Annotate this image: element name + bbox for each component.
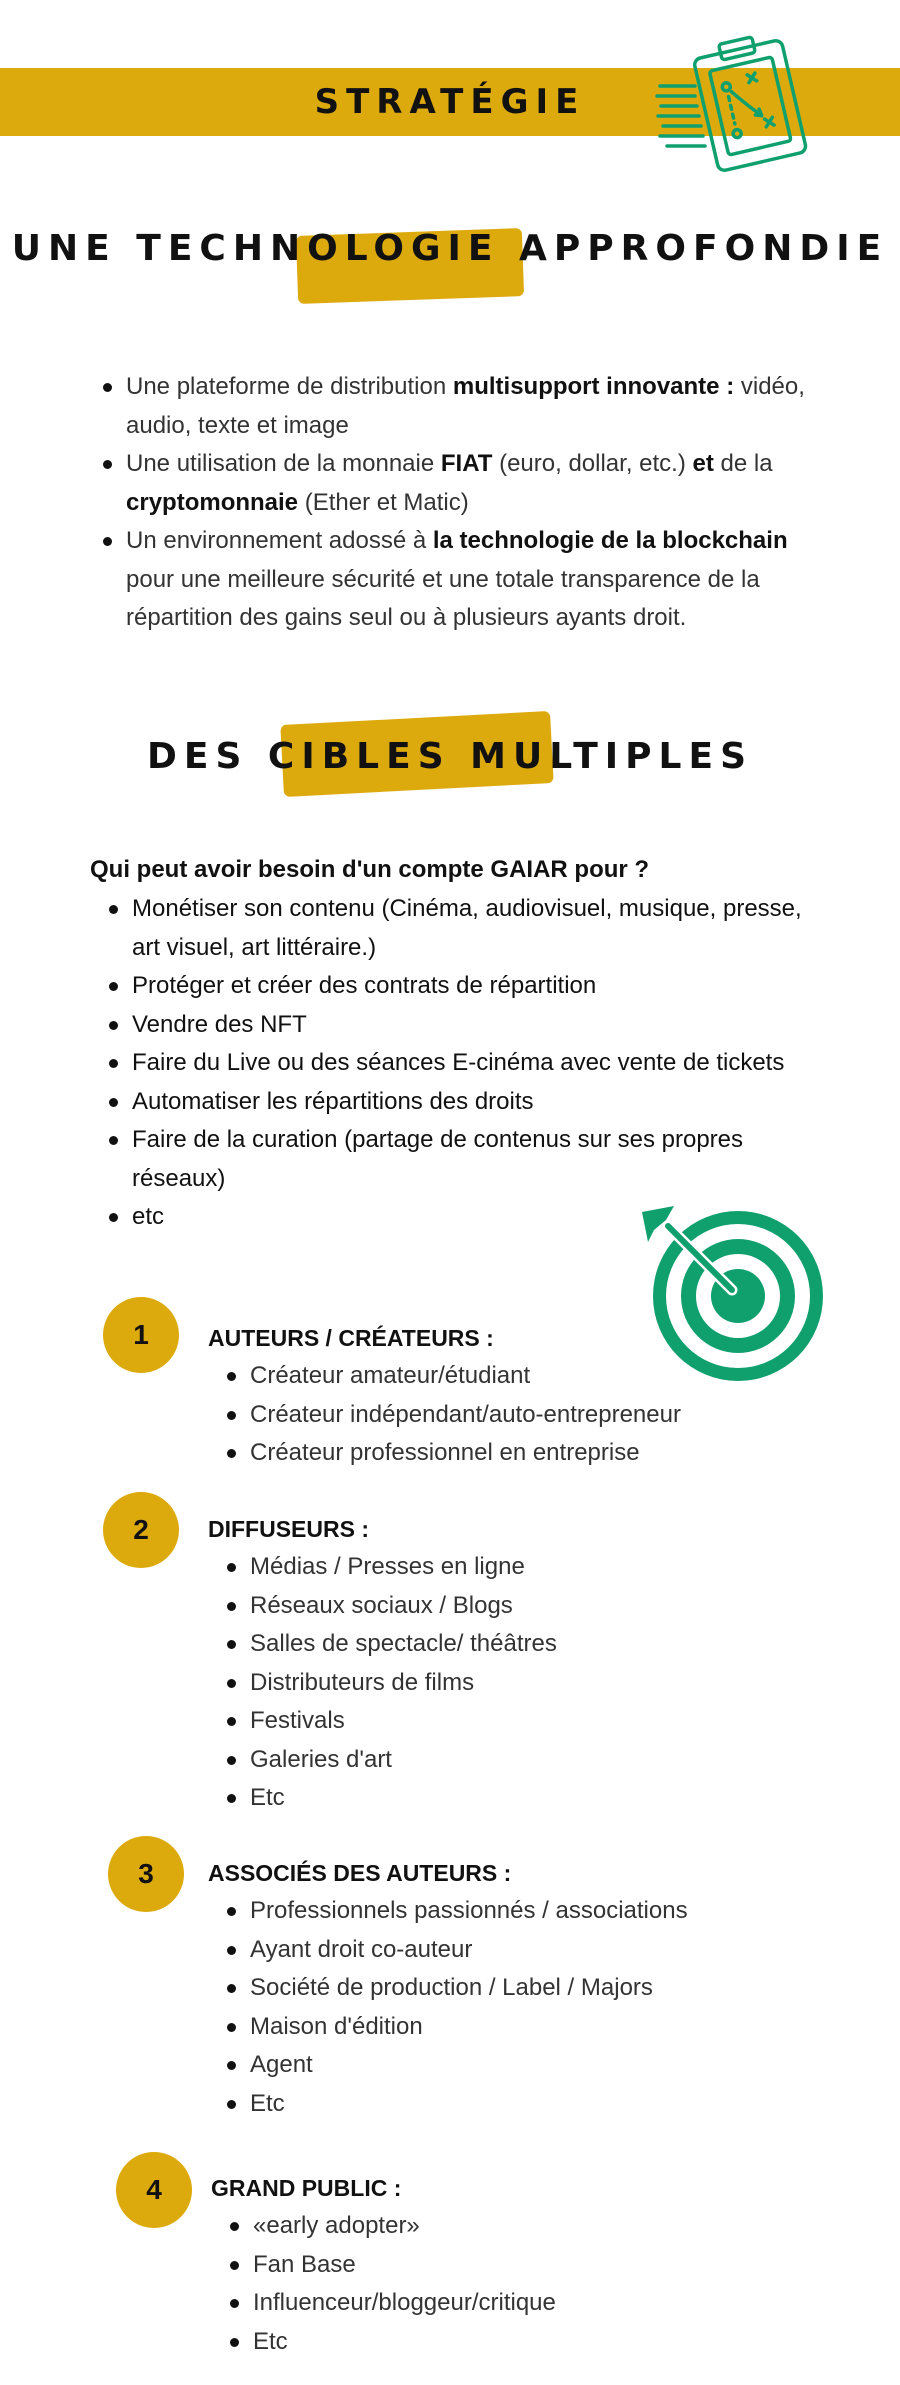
list-item: Faire du Live ou des séances E-cinéma avec vente de tickets [106, 1044, 826, 1083]
list-item: Festivals [224, 1702, 824, 1741]
list-item: Influenceur/bloggeur/critique [227, 2284, 827, 2323]
group-title: ASSOCIÉS DES AUTEURS : [208, 1860, 512, 1886]
list-item: Fan Base [227, 2246, 827, 2285]
list-item: Etc [224, 1779, 824, 1818]
group-list [227, 2207, 827, 2361]
list-item: Créateur indépendant/auto-entrepreneur [224, 1396, 824, 1435]
list-item: Galeries d'art [224, 1741, 824, 1780]
group-number-badge: 2 [103, 1492, 179, 1568]
list-item: Distributeurs de films [224, 1664, 824, 1703]
list-item: Faire de la curation (partage de contenus sur ses propres réseaux) [106, 1121, 826, 1198]
list-item: Monétiser son contenu (Cinéma, audiovisuel, musique, presse, art visuel, art littéraire.) [106, 890, 826, 967]
list-item: Protéger et créer des contrats de répartition [106, 967, 826, 1006]
list-item: Réseaux sociaux / Blogs [224, 1587, 824, 1626]
list-item: Société de production / Label / Majors [224, 1969, 824, 2008]
strategy-clipboard-icon [655, 30, 815, 180]
list-item: Automatiser les répartitions des droits [106, 1083, 826, 1122]
group-list [224, 1892, 824, 2123]
list-item: Agent [224, 2046, 824, 2085]
list-item: etc [106, 1198, 826, 1237]
group-title: AUTEURS / CRÉATEURS : [208, 1325, 494, 1351]
targets-question: Qui peut avoir besoin d'un compte GAIAR pour ? [90, 856, 650, 883]
group-title: DIFFUSEURS : [208, 1516, 369, 1542]
list-item: Créateur amateur/étudiant [224, 1357, 824, 1396]
list-item: Maison d'édition [224, 2008, 824, 2047]
list-item: Vendre des NFT [106, 1006, 826, 1045]
list-item: Etc [227, 2323, 827, 2362]
list-item: «early adopter» [227, 2207, 827, 2246]
technology-list [100, 368, 830, 638]
group-number-badge: 3 [108, 1836, 184, 1912]
list-item: Médias / Presses en ligne [224, 1548, 824, 1587]
technology-title: UNE TECHNOLOGIE APPROFONDIE [11, 228, 889, 269]
list-item: Ayant droit co-auteur [224, 1931, 824, 1970]
target-arrow-icon [640, 1198, 825, 1383]
group-number-badge: 1 [103, 1297, 179, 1373]
group-title: GRAND PUBLIC : [211, 2175, 402, 2201]
list-item: Créateur professionnel en entreprise [224, 1434, 824, 1473]
targets-list [106, 890, 826, 1237]
list-item: Professionnels passionnés / associations [224, 1892, 824, 1931]
group-list [224, 1357, 824, 1473]
page-title: STRATÉGIE [314, 82, 586, 122]
group-list [224, 1548, 824, 1818]
list-item: Salles de spectacle/ théâtres [224, 1625, 824, 1664]
list-item: Etc [224, 2085, 824, 2124]
targets-title: DES CIBLES MULTIPLES [146, 736, 753, 777]
list-item: Une utilisation de la monnaie FIAT (euro, dollar, etc.) et de la cryptomonnaie (Ether et Matic) [100, 445, 830, 522]
group-number-badge: 4 [116, 2152, 192, 2228]
list-item: Une plateforme de distribution multisupport innovante : vidéo, audio, texte et image [100, 368, 830, 445]
list-item: Un environnement adossé à la technologie de la blockchain pour une meilleure sécurité et une totale transparence de la répartition des gains seul ou à plusieurs ayants droit. [100, 522, 830, 638]
